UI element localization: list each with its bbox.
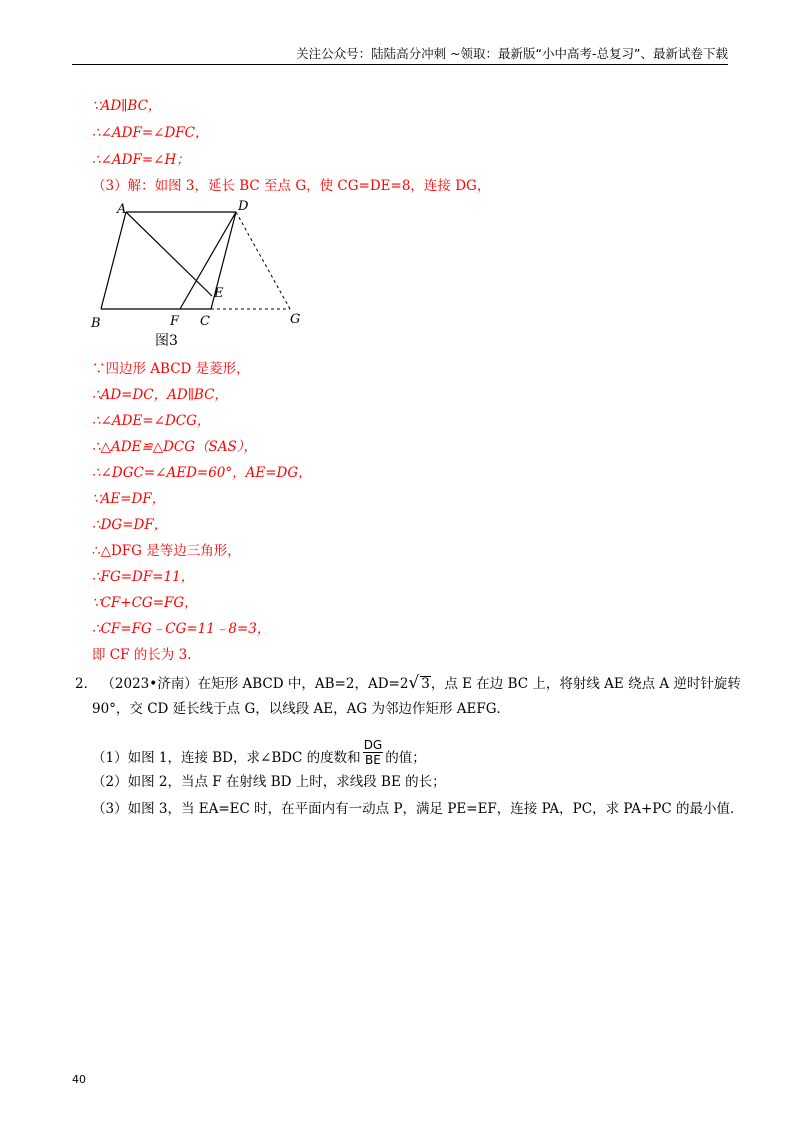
header-text: 关注公众号：陆陆高分冲刺 ~领取：最新版“小中高考-总复习”、最新试卷下载 <box>296 46 728 61</box>
fraction-numerator: DG <box>363 738 383 752</box>
question-2-line-1 <box>75 673 741 694</box>
figure-3-diagram <box>88 196 310 332</box>
solution-line: ∵AE=DF， <box>92 491 166 507</box>
solution-line: ∴∠ADF=∠H； <box>92 152 190 168</box>
solution-line: ∴△ADE≌△DCG（SAS）， <box>92 439 258 455</box>
solution-line: 即 CF 的长为 3. <box>92 647 192 663</box>
sqrt-icon: √ <box>408 673 420 693</box>
segment-ae <box>126 212 212 296</box>
part-1-text: （1）如图 1，连接 BD，求∠BDC 的度数和 <box>92 750 361 766</box>
question-2-line-2: 90°，交 CD 延长线于点 G，以线段 AE，AG 为邻边作矩形 AEFG． <box>92 701 511 717</box>
label-d: D <box>238 199 249 214</box>
segment-df <box>180 212 236 309</box>
page-header <box>72 44 728 65</box>
question-2-part-3: （3）如图 3，当 EA=EC 时，在平面内有一动点 P，满足 PE=EF，连接 PA，PC，求 PA+PC 的最小值． <box>92 801 744 817</box>
label-g: G <box>290 312 301 327</box>
sqrt-argument: 3 <box>421 676 430 692</box>
solution-line: ∴∠ADF=∠DFC， <box>92 125 209 141</box>
solution-line: ∴FG=DF=11， <box>92 569 195 585</box>
question-2-part-2: （2）如图 2，当点 F 在射线 BD 上时，求线段 BE 的长； <box>92 774 446 790</box>
figure-3-caption: 图3 <box>155 333 178 349</box>
question-text: 在矩形 ABCD 中，AB=2，AD=2 <box>197 676 409 692</box>
solution-line: ∵CF+CG=FG， <box>92 595 198 611</box>
page-number: 40 <box>72 1073 86 1086</box>
fraction <box>363 738 384 767</box>
solution-line: ∴△DFG 是等边三角形， <box>92 543 241 559</box>
label-a: A <box>117 202 127 217</box>
part-1-text-end: 的值； <box>385 750 426 766</box>
solution-line: ∴CF=FG﹣CG=11﹣8=3， <box>92 621 271 637</box>
solution-line: ∴DG=DF， <box>92 517 168 533</box>
segment-dg-dashed <box>236 212 290 309</box>
label-f: F <box>170 314 180 329</box>
solution-line: ∴∠DGC=∠AED=60°，AE=DG， <box>92 465 312 481</box>
question-text: ，点 E 在边 BC 上，将射线 AE 绕点 A 逆时针旋转 <box>430 676 741 692</box>
question-source: （2023•济南） <box>101 676 198 692</box>
label-c: C <box>200 314 210 329</box>
fraction-denominator: BE <box>365 753 381 767</box>
solution-line: ∵四边形 ABCD 是菱形， <box>92 361 250 377</box>
segment-ab <box>101 212 126 309</box>
solution-line: ∴AD=DC，AD∥BC， <box>92 387 228 403</box>
label-b: B <box>91 316 101 331</box>
solution-line: （3）解：如图 3，延长 BC 至点 G，使 CG=DE=8，连接 DG， <box>92 178 491 194</box>
solution-line: ∵AD∥BC， <box>92 98 162 114</box>
label-e: E <box>214 286 224 301</box>
solution-line: ∴∠ADE=∠DCG， <box>92 413 211 429</box>
question-2-part-1 <box>92 738 426 773</box>
question-number: 2． <box>75 676 98 692</box>
